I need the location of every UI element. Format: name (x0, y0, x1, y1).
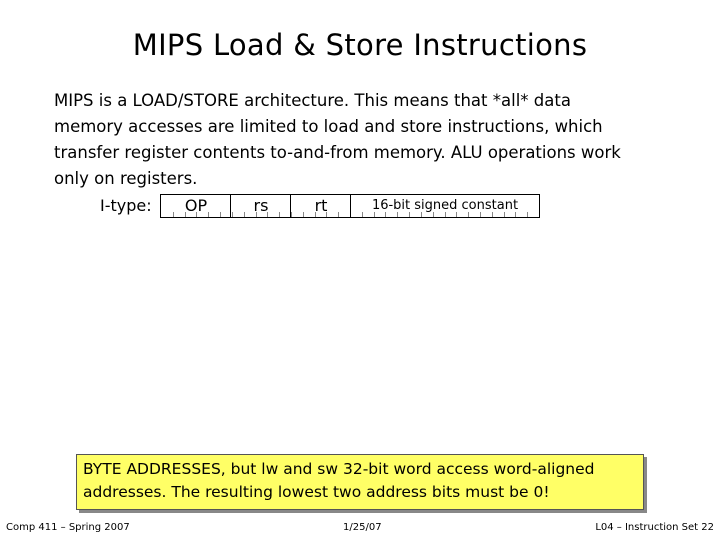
instruction-format-table (160, 194, 540, 218)
field-immediate (351, 195, 539, 217)
callout-note (76, 454, 644, 510)
field-rt-label: rt (314, 196, 328, 215)
field-rs-label: rs (253, 196, 269, 215)
field-rs (231, 195, 291, 217)
field-op (161, 195, 231, 217)
field-rt (291, 195, 351, 217)
footer-lecture: L04 – Instruction Set 22 (595, 522, 714, 533)
slide-title: MIPS Load & Store Instructions (132, 28, 588, 62)
footer-date: 1/25/07 (343, 522, 382, 533)
callout-note-text: BYTE ADDRESSES, but lw and sw 32-bit word access word-aligned addresses. The resulting lowest two address bits must be 0! (83, 460, 595, 501)
format-label: I-type: (100, 196, 152, 215)
body-paragraph: MIPS is a LOAD/STORE architecture. This means that *all* data memory accesses are limited to load and store instructions, which transfer register contents to-and-from memory. ALU operations work only on registers. (54, 91, 621, 188)
field-immediate-label: 16-bit signed constant (371, 198, 519, 213)
field-op-label: OP (184, 196, 208, 215)
footer-course: Comp 411 – Spring 2007 (6, 522, 130, 533)
